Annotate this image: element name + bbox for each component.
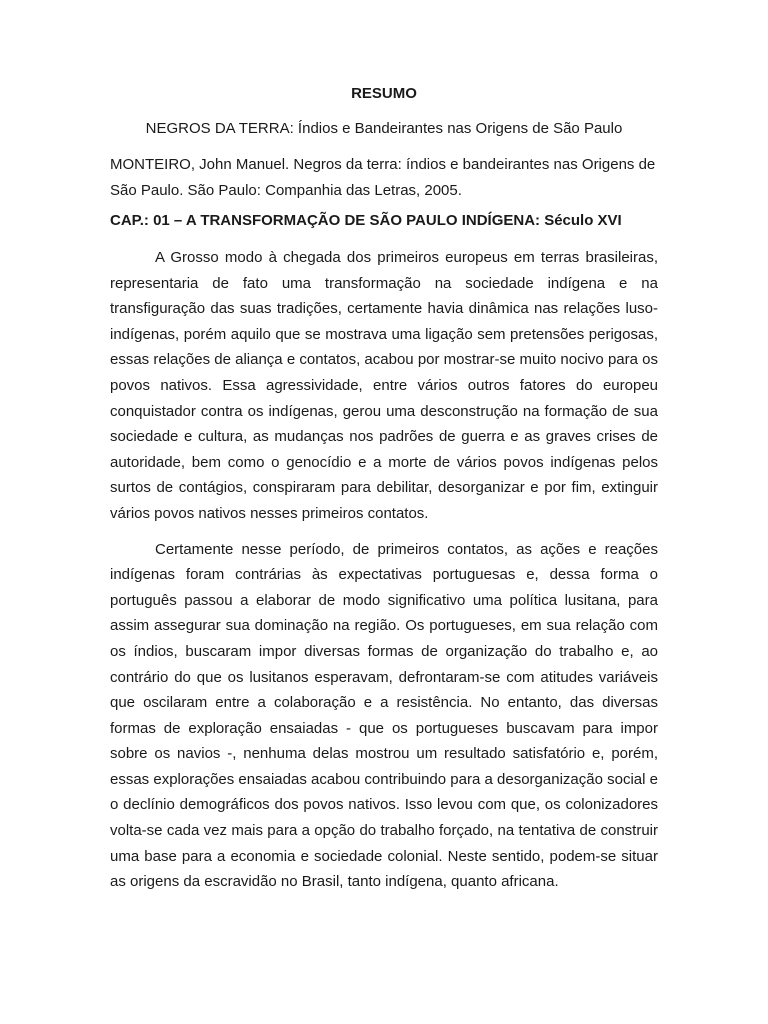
chapter-heading: CAP.: 01 – A TRANSFORMAÇÃO DE SÃO PAULO INDÍGENA: Século XVI bbox=[110, 212, 622, 229]
document-title: RESUMO bbox=[351, 85, 417, 102]
paragraph-1: A Grosso modo à chegada dos primeiros europeus em terras brasileiras, representaria de fato uma transformação na sociedade indígena e na transfiguração das suas tradições, certamente havia dinâmica nas relações luso-indígenas, porém aquilo que se mostrava uma ligação sem pretensões perigosas, essas relações de aliança e contatos, acabou por mostrar-se muito nocivo para os povos nativos. Essa agressividade, entre vários outros fatores do europeu conquistador contra os indígenas, gerou uma desconstrução na formação de sua sociedade e cultura, as mudanças nos padrões de guerra e as graves crises de autoridade, bem como o genocídio e a morte de vários povos indígenas pelos surtos de contágios, conspiraram para debilitar, desorganizar e por fim, extinguir vários povos nativos nesses primeiros contatos. bbox=[110, 249, 658, 522]
document-subtitle: NEGROS DA TERRA: Índios e Bandeirantes nas Origens de São Paulo bbox=[145, 120, 623, 137]
bibliographic-reference: MONTEIRO, John Manuel. Negros da terra: índios e bandeirantes nas Origens de São Paulo. São Paulo: Companhia das Letras, 2005. bbox=[110, 156, 656, 199]
paragraph-2: Certamente nesse período, de primeiros contatos, as ações e reações indígenas foram contrárias às expectativas portuguesas e, dessa forma o português passou a elaborar de modo significativo uma política lusitana, para assim assegurar sua dominação na região. Os portugueses, em sua relação com os índios, buscaram impor diversas formas de organização do trabalho e, ao contrário do que os lusitanos esperavam, defrontaram-se com atitudes variáveis que oscilaram entre a colaboração e a resistência. No entanto, das diversas formas de exploração ensaiadas - que os portugueses buscavam para impor sobre os navios -, nenhuma delas mostrou um resultado satisfatório e, porém, essas explorações ensaiadas acabou contribuindo para a desorganização social e o declínio demográficos dos povos nativos. Isso levou com que, os colonizadores volta-se cada vez mais para a opção do trabalho forçado, na tentativa de construir uma base para a economia e sociedade colonial. Neste sentido, podem-se situar as origens da escravidão no Brasil, tanto indígena, quanto africana. bbox=[110, 540, 658, 891]
